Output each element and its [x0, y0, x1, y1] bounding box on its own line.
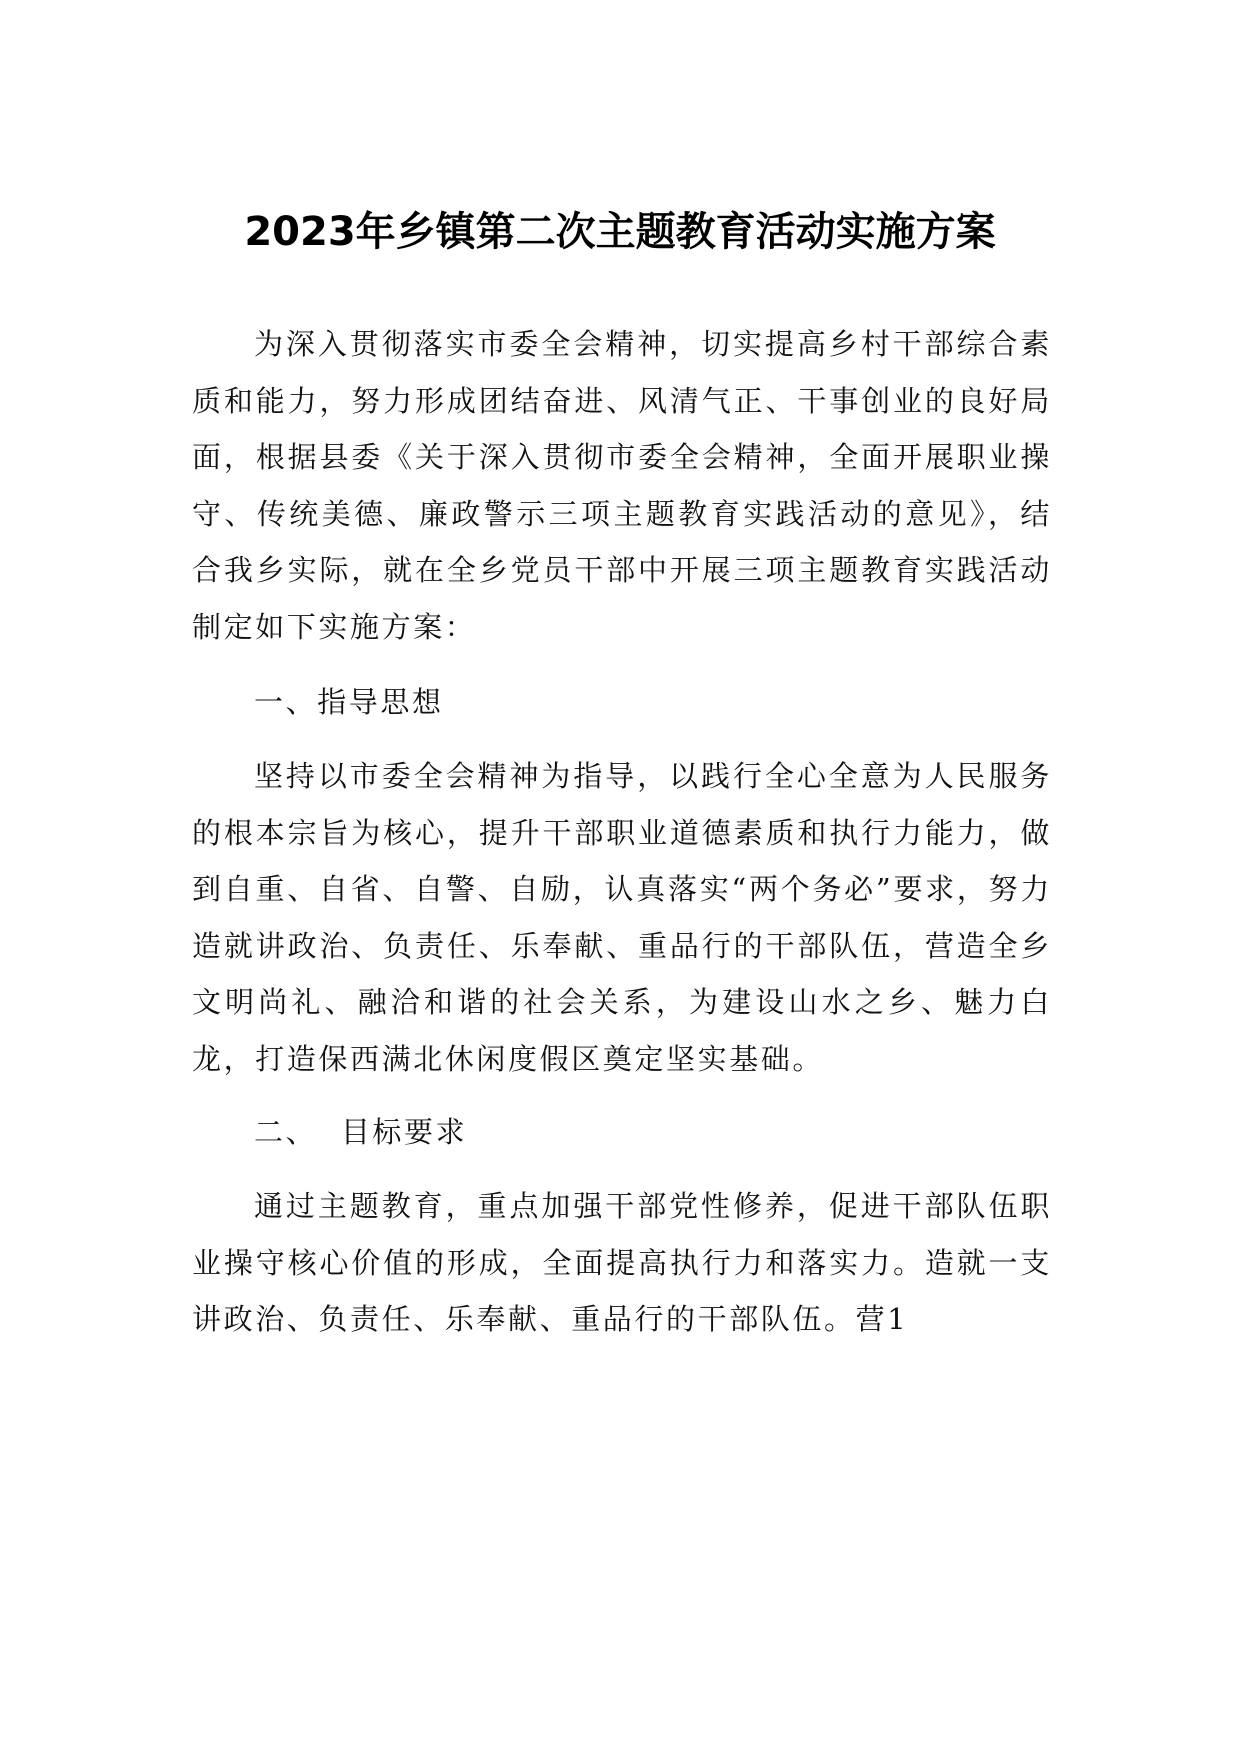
intro-paragraph: 为深入贯彻落实市委全会精神，切实提高乡村干部综合素质和能力，努力形成团结奋进、风清气正、干事创业的良好局面，根据县委《关于深入贯彻市委全会精神，全面开展职业操守、传统美德、廉政警示三项主题教育实践活动的意见》，结合我乡实际，就在全乡党员干部中开展三项主题教育实践活动制定如下实施方案：	[192, 327, 1052, 644]
section-heading-goals: 二、 目标要求	[254, 1115, 468, 1149]
section-body-goals: 通过主题教育，重点加强干部党性修养，促进干部队伍职业操守核心价值的形成，全面提高执行力和落实力。造就一支讲政治、负责任、乐奉献、重品行的干部队伍。营1	[192, 1189, 1052, 1336]
section-heading-guiding-ideology: 一、指导思想	[254, 685, 444, 719]
document-title: 2023年乡镇第二次主题教育活动实施方案	[244, 209, 996, 255]
section-body-guiding-ideology: 坚持以市委全会精神为指导，以践行全心全意为人民服务的根本宗旨为核心，提升干部职业道德素质和执行力能力，做到自重、自省、自警、自励，认真落实“两个务必”要求，努力造就讲政治、负责任、乐奉献、重品行的干部队伍，营造全乡文明尚礼、融洽和谐的社会关系，为建设山水之乡、魅力白龙，打造保西满北休闲度假区奠定坚实基础。	[192, 759, 1052, 1076]
